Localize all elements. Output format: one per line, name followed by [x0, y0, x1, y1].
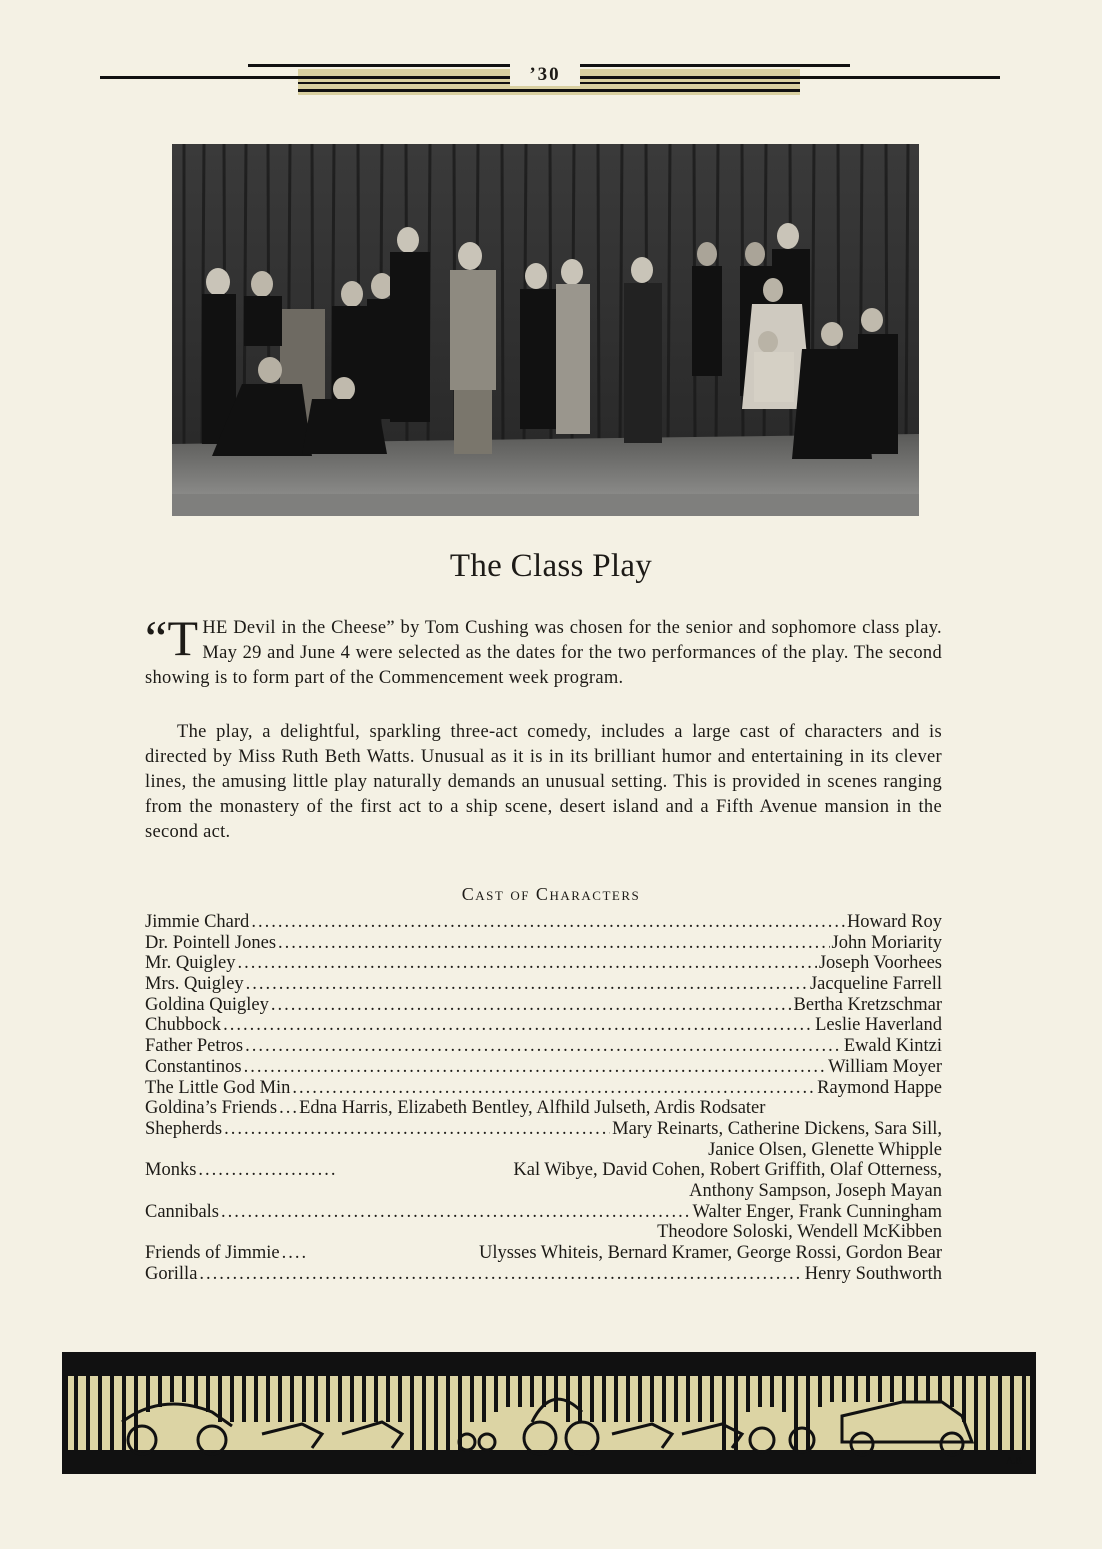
cast-actor: Mary Reinarts, Catherine Dickens, Sara Sill, [612, 1118, 942, 1139]
leader-dots [199, 1264, 802, 1285]
leader-dots [292, 1078, 815, 1099]
cast-row [145, 1078, 942, 1099]
leader-dots [198, 1160, 338, 1181]
cast-role: The Little God Min [145, 1077, 291, 1098]
cast-row [145, 1015, 942, 1036]
leader-dots [282, 1243, 308, 1264]
cast-row [145, 995, 942, 1016]
cast-role: Gorilla [145, 1263, 198, 1284]
cast-role: Goldina Quigley [145, 994, 269, 1015]
cast-role: Goldina’s Friends [145, 1098, 278, 1119]
page-title: The Class Play [449, 548, 653, 584]
leader-dots [279, 1098, 297, 1119]
cast-role: Chubbock [145, 1015, 222, 1036]
intro-paragraph-text: HE Devil in the Cheese” by Tom Cushing was chosen for the senior and sophomore class play. May 29 and June 4 were selected as the dates for the two performances of the play. The second showing is to form part of the Commencement week program. [145, 618, 942, 688]
leader-dots [245, 1036, 842, 1057]
cast-row [145, 1119, 942, 1140]
cast-role: Constantinos [145, 1056, 242, 1077]
cast-role: Mrs. Quigley [145, 974, 244, 995]
drop-cap: “T [145, 610, 199, 666]
cast-role: Father Petros [145, 1036, 244, 1057]
cast-role: Cannibals [145, 1201, 219, 1222]
cast-actor: Kal Wibye, David Cohen, Robert Griffith, Olaf Otterness, [513, 1160, 942, 1181]
description-paragraph: The play, a delightful, sparkling three-act comedy, includes a large cast of characters and is directed by Miss Ruth Beth Watts. Unusual as it is in its brilliant humor and entertaining in its clever lines, the amusing little play naturally demands an unusual setting. This is provided in scenes ranging from the monastery of the first act to a ship scene, desert island and a Fifth Avenue mansion in the second act. [145, 722, 942, 842]
leader-dots [237, 953, 816, 974]
leader-dots [223, 1015, 813, 1036]
cast-role: Shepherds [145, 1118, 223, 1139]
leader-dots [224, 1119, 610, 1140]
cast-row [145, 1160, 942, 1181]
cast-actor: Howard Roy [846, 912, 942, 932]
cast-continuation: Theodore Soloski, Wendell McKibben [657, 1222, 942, 1243]
cast-row [145, 1264, 942, 1285]
cast-actor: Jacqueline Farrell [809, 974, 942, 995]
cast-continuation: Janice Olsen, Glenette Whipple [708, 1139, 942, 1160]
cast-actor: Joseph Voorhees [818, 953, 942, 974]
cast-row [145, 1202, 942, 1223]
cast-actor: Edna Harris, Elizabeth Bentley, Alfhild Julseth, Ardis Rodsater [299, 1098, 766, 1119]
cast-continuation: Anthony Sampson, Joseph Mayan [689, 1180, 942, 1201]
cast-actor: Walter Enger, Frank Cunningham [692, 1201, 942, 1222]
cast-list [145, 912, 942, 1284]
page-header-ornament [100, 58, 1000, 98]
leader-dots [246, 974, 808, 995]
artist-monogram: A.P. [1006, 1456, 1023, 1467]
cast-actor: Leslie Haverland [815, 1015, 942, 1036]
cast-actor: Bertha Kretzschmar [793, 994, 942, 1015]
cast-row [145, 1057, 942, 1078]
cast-actor: William Moyer [828, 1056, 942, 1077]
header-rule [298, 89, 800, 92]
cast-actor: Ulysses Whiteis, Bernard Kramer, George Rossi, Gordon Bear [478, 1243, 942, 1263]
cast-actor: Ewald Kintzi [843, 1036, 942, 1057]
stage-photo [172, 144, 919, 516]
cast-row [145, 912, 942, 933]
cast-row [145, 1243, 942, 1264]
cast-row [145, 1098, 942, 1119]
leader-dots [221, 1202, 690, 1223]
cast-row [145, 974, 942, 995]
cast-actor: John Moriarity [831, 932, 942, 953]
cast-row [145, 1036, 942, 1057]
leader-dots [278, 933, 829, 954]
cast-role: Mr. Quigley [145, 953, 236, 974]
footer-parade-illustration [62, 1352, 1036, 1474]
cast-role: Friends of Jimmie [145, 1243, 280, 1263]
leader-dots [271, 995, 792, 1016]
cast-row [145, 953, 942, 974]
leader-dots [244, 1057, 827, 1078]
cast-role: Dr. Pointell Jones [145, 932, 277, 953]
leader-dots [251, 912, 845, 933]
cast-actor: Raymond Happe [817, 1077, 942, 1098]
cast-role: Monks [145, 1160, 197, 1181]
cast-actor: Henry Southworth [804, 1263, 942, 1284]
cast-heading: Cast of Characters [461, 884, 641, 904]
intro-paragraph [145, 610, 942, 691]
cast-role: Jimmie Chard [145, 912, 250, 932]
page-number: ’30 [510, 64, 580, 86]
cast-row [145, 933, 942, 954]
